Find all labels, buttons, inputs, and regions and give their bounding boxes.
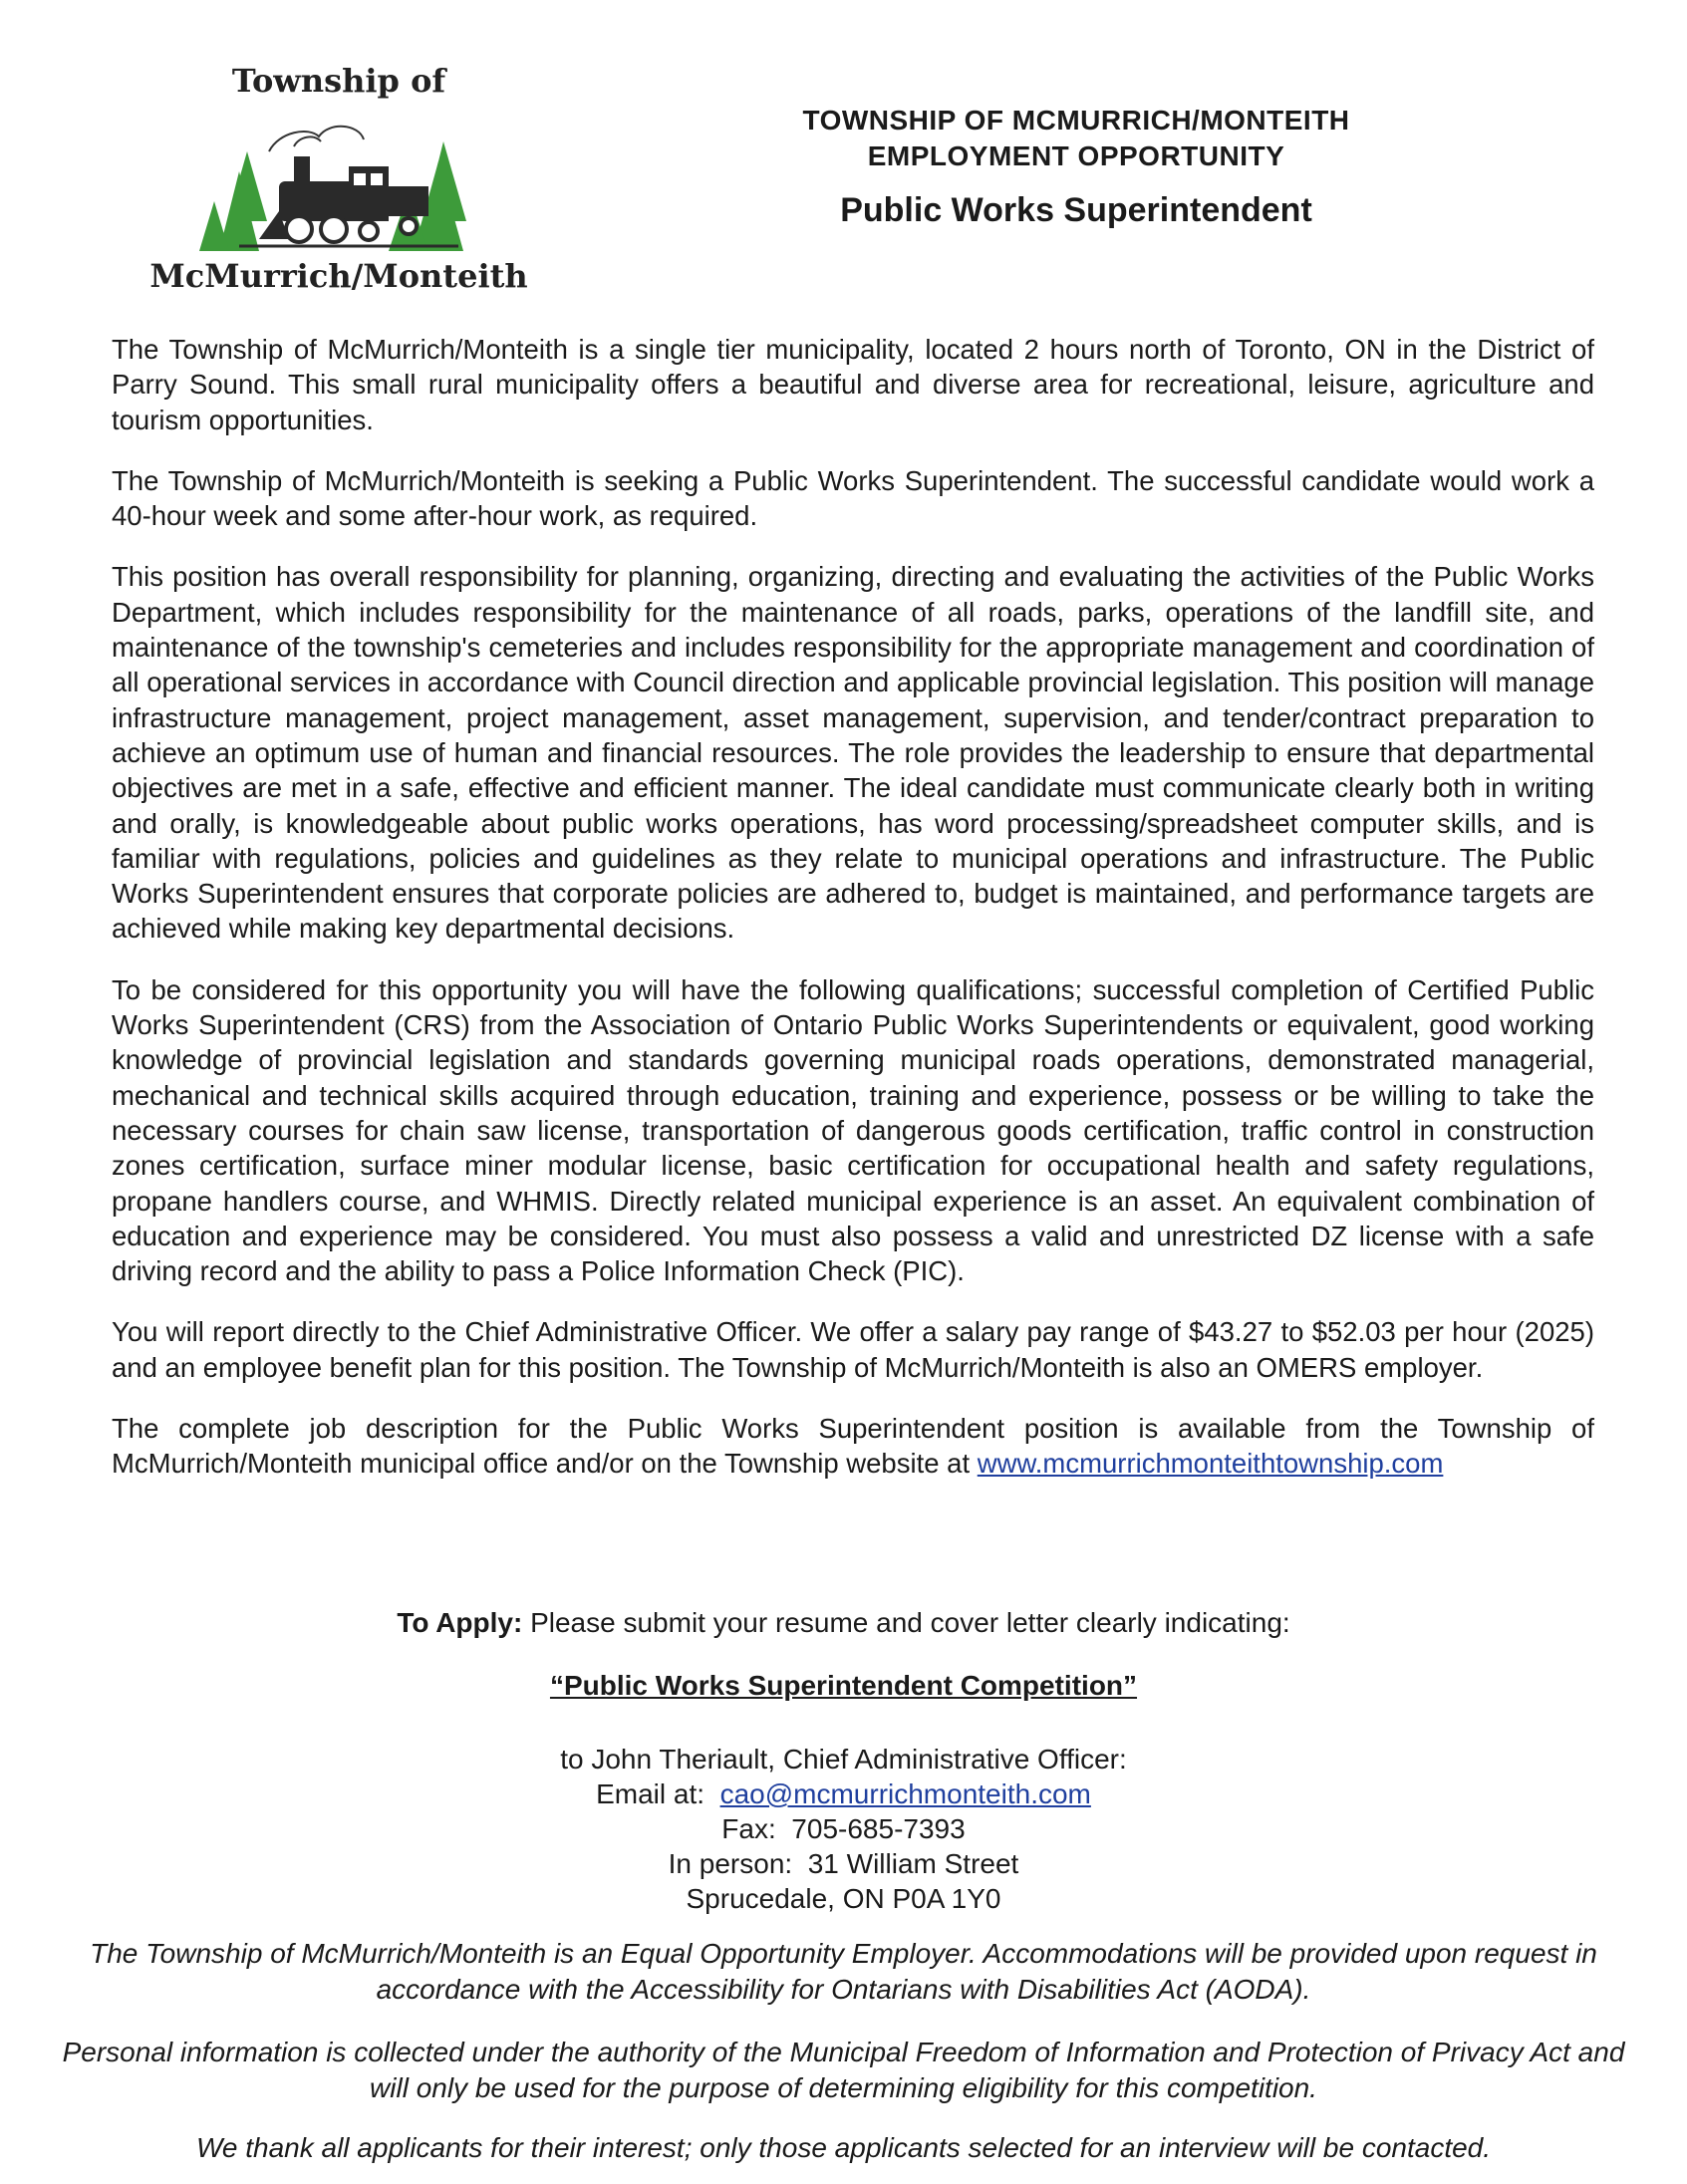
contact-address: In person: 31 William Street [668, 1848, 1019, 1879]
seeking-paragraph: The Township of McMurrich/Monteith is seeking a Public Works Superintendent. The successful candidate would work a 40-hour week and some after-hour work, as required. [112, 464, 1594, 532]
township-logo [140, 62, 538, 311]
apply-instructions [0, 1605, 1687, 1641]
posting-body [112, 332, 1594, 1507]
email-link[interactable]: cao@mcmurrichmonteith.com [719, 1778, 1091, 1809]
privacy-note: Personal information is collected under the authority of the Municipal Freedom of Information and Protection of Privacy Act and will only be used for the purpose of determining eligibility for this competition. [62, 2037, 1625, 2103]
contact-fax: Fax: 705-685-7393 [721, 1813, 966, 1844]
contact-recipient: to John Theriault, Chief Administrative Officer: [560, 1744, 1127, 1774]
apply-text: Please submit your resume and cover letter clearly indicating: [522, 1607, 1290, 1638]
salary-paragraph: You will report directly to the Chief Administrative Officer. We offer a salary pay range of $43.27 to $52.03 per hour (2025) and an employee benefit plan for this position. The Township of McMurrich/Monteith is also an OMERS employer. [112, 1316, 1594, 1383]
job-description-paragraph [112, 1411, 1594, 1482]
logo-top-text: Township of [231, 62, 446, 100]
intro-paragraph: The Township of McMurrich/Monteith is a single tier municipality, located 2 hours north of Toronto, ON in the District of Parry Sound. This small rural municipality offers a beautiful and diverse area for recreational, leisure, agriculture and tourism opportunities. [112, 334, 1594, 435]
header-township-name: TOWNSHIP OF MCMURRICH/MONTEITH [802, 105, 1350, 136]
contact-email-line [0, 1776, 1687, 1811]
header-employment-opportunity: EMPLOYMENT OPPORTUNITY [867, 140, 1285, 171]
posting-header [698, 103, 1455, 232]
equal-opportunity-note: The Township of McMurrich/Monteith is an Equal Opportunity Employer. Accommodations will be provided upon request in accordance with the Accessibility for Ontarians with Disabilities Act (AODA). [90, 1938, 1597, 2005]
contact-block [0, 1742, 1687, 1916]
job-description-text: The complete job description for the Public Works Superintendent position is available from the Township of McMurrich/Monteith municipal office and/or on the Township website at [112, 1413, 1594, 1480]
thanks-note: We thank all applicants for their interest; only those applicants selected for an interview will be contacted. [195, 2132, 1492, 2163]
qualifications-paragraph: To be considered for this opportunity you will have the following qualifications; successful completion of Certified Public Works Superintendent (CRS) from the Association of Ontario Public Works Superintendents or equivalent, good working knowledge of provincial legislation and standards governing municipal roads operations, demonstrated managerial, mechanical and technical skills acquired through education, training and experience, possess or be willing to take the necessary courses for chain saw license, transportation of dangerous goods certification, traffic control in construction zones certification, surface miner modular license, basic certification for occupational health and safety regulations, propane handlers course, and WHMIS. Directly related municipal experience is an asset. An equivalent combination of education and experience may be considered. You must also possess a valid and unrestricted DZ license with a safe driving record and the ability to pass a Police Information Check (PIC). [112, 973, 1594, 1287]
train-and-trees-logo-art [199, 112, 478, 261]
responsibilities-paragraph: This position has overall responsibility for planning, organizing, directing and evaluating the activities of the Public Works Department, which includes responsibility for the maintenance of all roads, parks, operations of the landfill site, and maintenance of the township's cemeteries and includes responsibility for the appropriate management and coordination of all operational services in accordance with Council direction and applicable provincial legislation. This position will manage infrastructure management, project management, asset management, supervision, and tender/contract preparation to achieve an optimum use of human and financial resources. The role provides the leadership to ensure that departmental objectives are met in a safe, effective and efficient manner. The ideal candidate must communicate clearly both in writing and orally, is knowledgeable about public works operations, has word processing/spreadsheet computer skills, and is familiar with regulations, policies and guidelines as they relate to municipal operations and infrastructure. The Public Works Superintendent ensures that corporate policies are adhered to, budget is maintained, and performance targets are achieved while making key departmental decisions. [112, 561, 1594, 945]
logo-bottom-text: McMurrich/Monteith [149, 257, 528, 295]
competition-name: “Public Works Superintendent Competition” [549, 1670, 1138, 1701]
apply-label: To Apply: [397, 1607, 523, 1638]
township-website-link[interactable]: www.mcmurrichmonteithtownship.com [977, 1448, 1444, 1480]
contact-city: Sprucedale, ON P0A 1Y0 [686, 1883, 1001, 1914]
email-label: Email at: [596, 1778, 720, 1809]
job-title: Public Works Superintendent [840, 191, 1312, 229]
